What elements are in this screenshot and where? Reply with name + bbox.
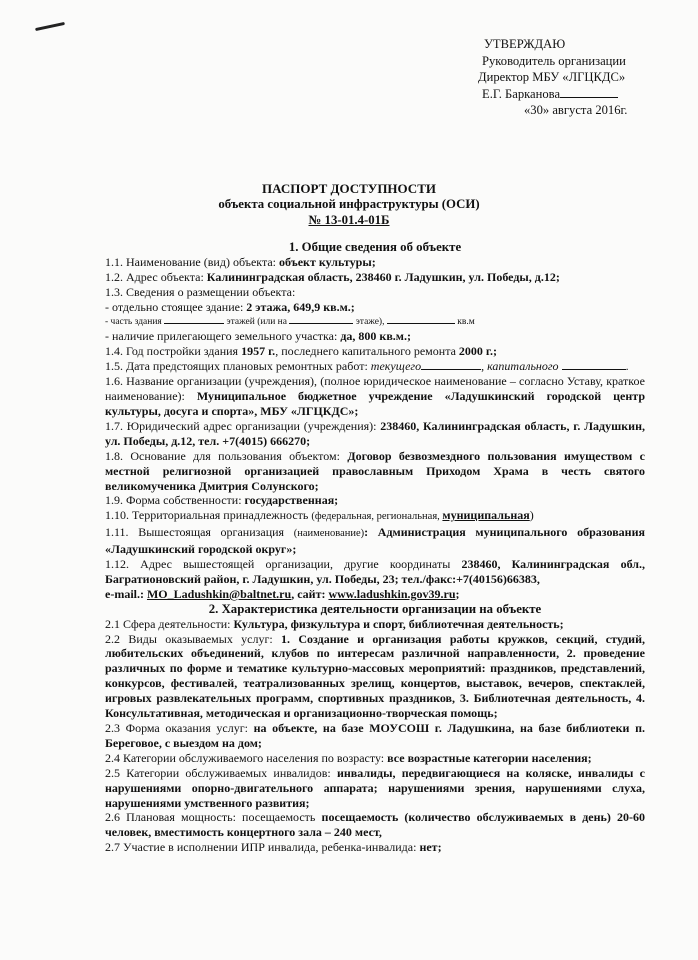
approval-date: «30» августа 2016г. — [524, 103, 628, 117]
item-1-10-label: 1.10. Территориальная принадлежность — [105, 508, 312, 523]
item-2-6-label: 2.6 Плановая мощность: посещаемость — [105, 810, 322, 825]
item-2-4-value: все возрастные категории населения; — [387, 750, 592, 765]
item-2-5-label: 2.5 Категории обслуживаемых инвалидов: — [105, 765, 337, 780]
approval-block — [478, 36, 627, 119]
item-1-7-label: 1.7. Юридический адрес организации (учреждения): — [105, 418, 381, 433]
item-2-3-label: 2.3 Форма оказания услуг: — [105, 721, 254, 735]
item-1-3-b-part1: - часть здания — [105, 316, 162, 327]
item-2-2-value: 1. Создание и организация работы кружков, секций, студий, любительских объединений, клубов по интересам различной направленности, 2. проведение различных по форме и тематике культурно-массовых мероприятий: праздников, представлений, конкурсов, фестивалей, театрализованных зрелищ, концертов, выставок, вечеров, спектаклей, игровых развлекательных программ, спортивных праздников, 3. Библиотечная деятельность, 4. Консультативная, методическая и организационно-творческая помощь; — [105, 631, 645, 721]
item-1-6-value: Муниципальное бюджетное учреждение «Ладушкинский городской центр культуры, досуга и спорта», МБУ «ЛГЦКДС»; — [105, 389, 645, 418]
item-1-12-value: 238460, Калининградская обл., Багратионовский район, г. Ладушкин, ул. Победы, 23; тел./факс:+7(40156)66383, — [105, 557, 645, 586]
item-2-1 — [105, 617, 645, 632]
item-1-12-email-label: e-mail.: — [105, 586, 147, 601]
document-subtitle: объекта социальной инфраструктуры (ОСИ) — [218, 197, 480, 211]
item-2-7-value: нет; — [419, 840, 442, 855]
item-1-11 — [105, 525, 645, 557]
approval-heading: УТВЕРЖДАЮ — [484, 37, 566, 51]
item-2-2 — [105, 632, 645, 721]
approval-signer: Е.Г. Барканова — [482, 86, 561, 101]
item-1-4 — [105, 344, 645, 359]
approval-line-2: Директор МБУ «ЛГЦКДС» — [478, 70, 626, 84]
item-2-2-label: 2.2 Виды оказываемых услуг: — [105, 631, 282, 646]
item-1-3-b-part3: этаже), — [355, 316, 385, 327]
item-1-3-b-part2: этажей (или на — [226, 316, 287, 327]
item-2-7 — [105, 840, 645, 855]
item-1-4-repair: 2000 г.; — [458, 344, 498, 359]
item-1-3: 1.3. Сведения о размещении объекта: — [105, 284, 296, 299]
item-1-3-a-value: 2 этажа, 649,9 кв.м. — [246, 299, 351, 314]
item-1-12-site-label: , сайт: — [291, 586, 329, 601]
document-body — [105, 240, 645, 855]
item-1-10-options: (федеральная, региональная, — [311, 511, 443, 523]
document-number-text: № 13-01.4-01Б — [308, 213, 390, 227]
item-1-7 — [105, 419, 645, 449]
item-1-2-value: Калининградская область, 238460 г. Ладушкин, ул. Победы, д.12; — [206, 269, 560, 284]
item-1-4-year: 1957 г. — [241, 344, 276, 359]
item-2-5-value: инвалиды, передвигающиеся на коляске, инвалиды с нарушениями опорно-двигательного аппарата; нарушениями зрения, нарушениями слуха, нарушениями умственного развития; — [105, 765, 645, 810]
item-1-3-b-part4: кв.м — [457, 316, 475, 327]
item-1-2 — [105, 270, 645, 285]
margin-pen-mark — [35, 22, 65, 31]
item-1-1 — [105, 255, 645, 270]
item-1-3-a: - отдельно стоящее здание: 2 этажа, 649,9 кв.м.; — [105, 299, 355, 314]
approval-signer-line — [478, 86, 627, 103]
item-1-11-value: : Администрация муниципального образования «Ладушкинский городской округ»; — [105, 525, 645, 557]
document-number — [0, 213, 698, 228]
item-1-10 — [105, 508, 645, 525]
item-1-11-label: 1.11. Вышестоящая организация — [105, 525, 294, 540]
approval-line-1: Руководитель организации — [482, 53, 626, 68]
item-2-6 — [105, 810, 645, 840]
item-1-9-label: 1.9. Форма собственности: — [105, 493, 245, 508]
section-2-title: 2. Характеристика деятельности организации на объекте — [208, 601, 542, 616]
item-1-4-mid: , последнего капитального ремонта — [275, 344, 459, 359]
website-link[interactable]: www.ladushkin.gov39.ru — [328, 586, 456, 601]
item-1-5-current: текущего — [370, 359, 422, 374]
item-1-3-c — [105, 329, 645, 344]
item-1-9-value: государственная; — [244, 493, 339, 508]
email-link[interactable]: MO_Ladushkin@baltnet.ru — [146, 586, 292, 601]
item-1-8-value: Договор безвозмездного пользования имуществом с местной религиозной организацией православным Приходом Храма в честь святого великомученика Дмитрия Солунского; — [105, 448, 645, 493]
item-1-9 — [105, 493, 645, 508]
item-1-3-c-label: - наличие прилегающего земельного участка: — [105, 329, 341, 344]
item-1-12-label: 1.12. Адрес вышестоящей организации, другие координаты — [105, 557, 462, 572]
signature-line — [560, 97, 618, 98]
item-1-10-end: ) — [529, 508, 534, 523]
document-title: ПАСПОРТ ДОСТУПНОСТИ — [262, 181, 436, 196]
item-2-3 — [105, 721, 645, 751]
item-2-5 — [105, 766, 645, 811]
section-1-title: 1. Общие сведения об объекте — [288, 240, 462, 254]
item-1-5-label: 1.5. Дата предстоящих плановых ремонтных работ: — [105, 359, 371, 374]
item-2-1-value: Культура, физкультура и спорт, библиотечная деятельность; — [233, 616, 564, 631]
item-1-8 — [105, 449, 645, 494]
item-1-2-label: 1.2. Адрес объекта: — [105, 269, 207, 284]
item-1-6-label: 1.6. Название организации (учреждения), (полное юридическое наименование – согласно Уставу, краткое наименование): — [105, 374, 645, 404]
item-2-6-value: посещаемость (количество обслуживаемых в день) 20-60 человек, вместимость концертного зала – 240 мест, — [105, 810, 645, 840]
item-1-11-hint: (наименование) — [293, 528, 365, 540]
item-1-1-value: объект культуры; — [279, 254, 376, 269]
item-1-8-label: 1.8. Основание для пользования объектом: — [105, 448, 348, 463]
item-1-5-capital: капитального — [487, 359, 559, 374]
item-1-3-c-value: да, 800 кв.м.; — [340, 329, 411, 344]
item-1-12-end: ; — [455, 586, 460, 601]
item-1-10-value: муниципальная — [442, 508, 530, 523]
item-1-4-label: 1.4. Год постройки здания — [105, 344, 242, 359]
item-2-7-label: 2.7 Участие в исполнении ИПР инвалида, ребенка-инвалида: — [105, 840, 420, 855]
item-1-5: 1.5. Дата предстоящих плановых ремонтных работ: текущего , капитального . — [105, 359, 629, 374]
item-2-3-value: на объекте, на базе МОУСОШ г. Ладушкина, на базе библиотеки п. Береговое, с выездом на дом; — [105, 721, 645, 750]
item-1-7-value: 238460, Калининградская область, г. Ладушкин, ул. Победы, д.12, тел. +7(4015) 666270; — [105, 418, 645, 448]
item-1-6 — [105, 374, 645, 419]
item-1-3-a-label: - отдельно стоящее здание: — [105, 299, 247, 314]
item-2-1-label: 2.1 Сфера деятельности: — [105, 616, 234, 631]
item-1-12 — [105, 557, 645, 602]
item-1-1-label: 1.1. Наименование (вид) объекта: — [105, 254, 280, 269]
item-1-3-b — [105, 315, 645, 330]
item-2-4 — [105, 751, 645, 766]
item-2-4-label: 2.4 Категории обслуживаемого населения по возрасту: — [105, 750, 388, 765]
